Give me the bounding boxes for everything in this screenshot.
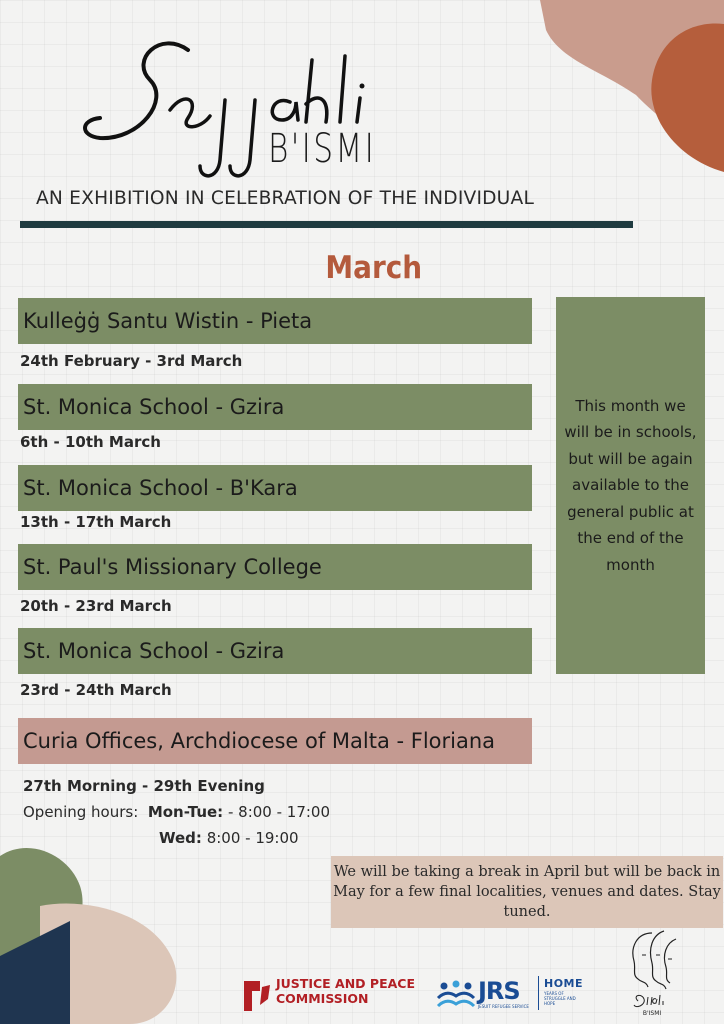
break-notice: We will be taking a break in April but will be back in May for a few final localities, venues and dates. Stay tuned. <box>331 856 723 928</box>
justice-peace-emblem-icon <box>240 975 272 1013</box>
justice-peace-logo <box>240 973 425 1013</box>
jp-line2: COMMISSION <box>276 991 369 1006</box>
exhibition-subtitle: AN EXHIBITION IN CELEBRATION OF THE INDIVIDUAL <box>36 187 535 209</box>
venue-dates-2: 6th - 10th March <box>20 433 161 451</box>
home-wordmark: HOME <box>544 977 584 990</box>
decorative-blob-top-right <box>540 0 724 180</box>
side-note-box <box>556 297 705 674</box>
logo-word-bismi: B'ISMI <box>268 126 377 172</box>
venue-bar-4: St. Paul's Missionary College <box>18 544 532 590</box>
venue-dates-1: 24th February - 3rd March <box>20 352 243 370</box>
jrs-wordmark: JRS <box>478 977 520 1005</box>
mon-tue-hours: - 8:00 - 17:00 <box>227 803 331 821</box>
home-subtitle: YEARS OF STRUGGLE AND HOPE <box>544 991 576 1006</box>
faces-mini-logo <box>612 925 692 1020</box>
wed-label: Wed: <box>159 829 202 847</box>
jp-line1: JUSTICE AND PEACE <box>276 976 415 991</box>
jrs-separator <box>538 976 539 1010</box>
header-divider <box>20 221 633 228</box>
venue-bar-5: St. Monica School - Gzira <box>18 628 532 674</box>
venue-dates-5: 23rd - 24th March <box>20 681 172 699</box>
opening-hours-mon-tue <box>23 803 330 821</box>
wed-hours: 8:00 - 19:00 <box>206 829 299 847</box>
venue-dates-3: 13th - 17th March <box>20 513 172 531</box>
venue-bar-3: St. Monica School - B'Kara <box>18 465 532 511</box>
opening-hours-wed <box>159 829 299 847</box>
curia-dates: 27th Morning - 29th Evening <box>23 777 265 795</box>
svg-text:B'ISMI: B'ISMI <box>642 1010 662 1017</box>
decorative-blob-bottom-left <box>0 836 180 1024</box>
jrs-subtitle: JESUIT REFUGEE SERVICE <box>478 1004 529 1009</box>
jrs-logo <box>436 974 586 1014</box>
month-heading: March <box>325 250 423 286</box>
side-note-text: This month we will be in schools, but will be again available to the general public at the end of the month <box>564 396 697 574</box>
opening-hours-label: Opening hours: <box>23 803 139 821</box>
venue-bar-2: St. Monica School - Gzira <box>18 384 532 430</box>
venue-dates-4: 20th - 23rd March <box>20 597 172 615</box>
mon-tue-label: Mon-Tue: <box>147 803 224 821</box>
venue-bar-1: Kulleġġ Santu Wistin - Pieta <box>18 298 532 344</box>
jrs-people-icon <box>436 978 476 1012</box>
curia-venue-bar: Curia Offices, Archdiocese of Malta - Floriana <box>18 718 532 764</box>
